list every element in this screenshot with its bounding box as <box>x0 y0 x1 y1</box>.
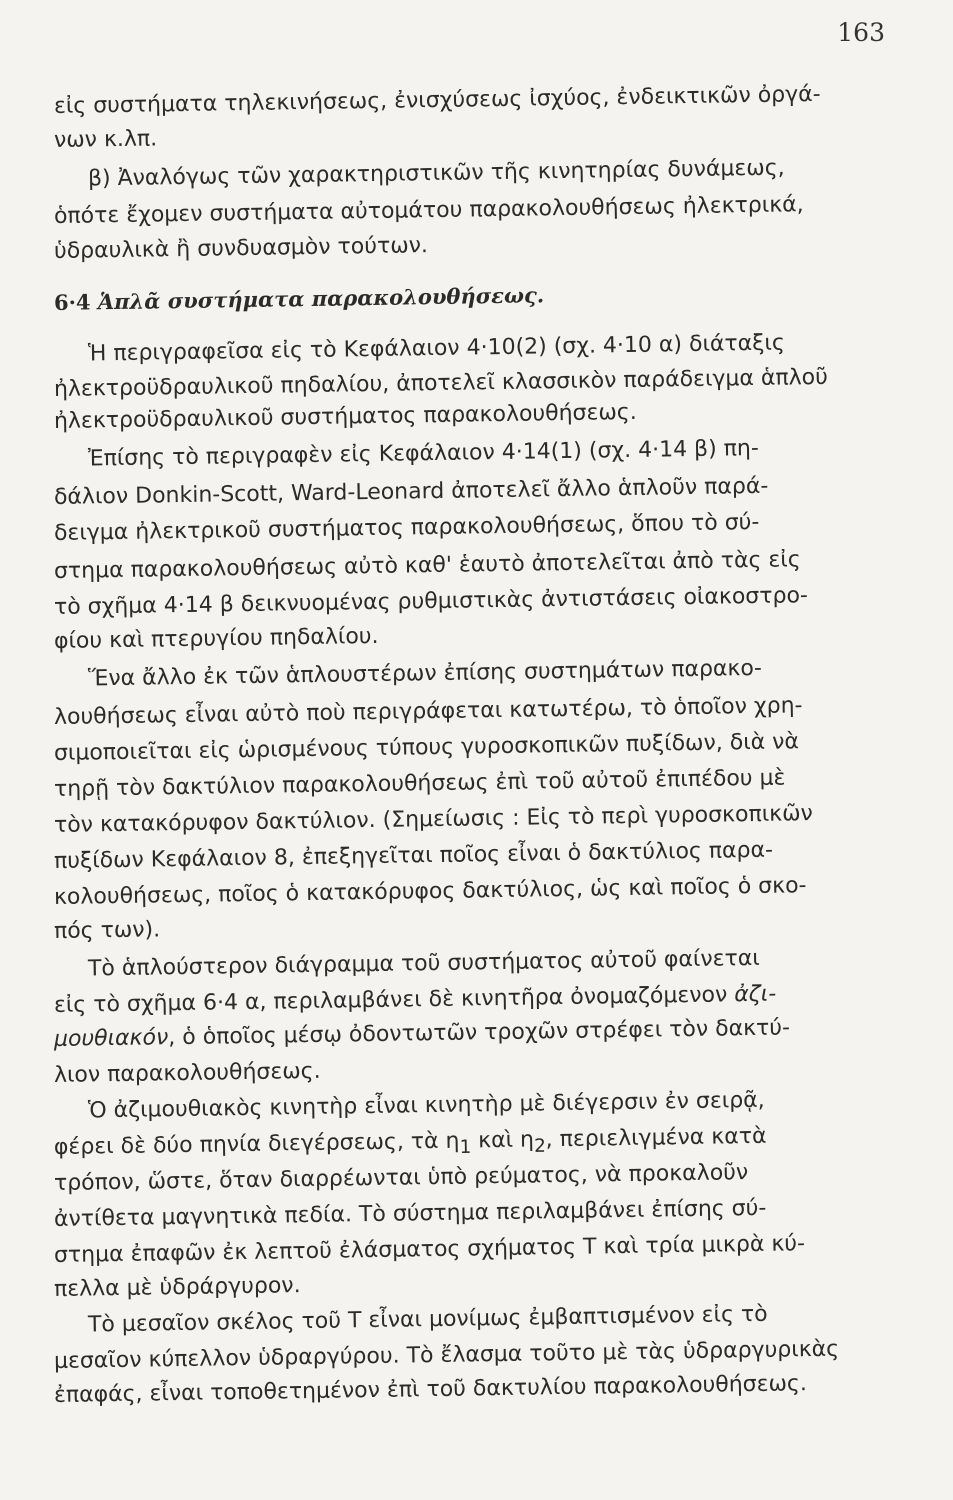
text-line: δάλιον Donkin-Scott, Ward-Leonard ἀποτελεῖ ἄλλο ἁπλοῦν παρά- <box>53 473 769 510</box>
text-line: ὑδραυλικὰ ἢ συνδυασμὸν τούτων. <box>53 233 429 264</box>
text-line: ἀντίθετα μαγνητικὰ πεδία. Τὸ σύστημα περιλαμβάνει ἐπίσης σύ- <box>53 1195 767 1232</box>
text-line: Ἕνα ἄλλο ἐκ τῶν ἁπλουστέρων ἐπίσης συστημάτων παρακο- <box>87 655 763 692</box>
text-line: ὁπότε ἔχομεν συστήματα αὐτομάτου παρακολουθήσεως ἠλεκτρικά, <box>53 192 804 229</box>
text-line: μουθιακόν, ὁ ὁποῖος μέσῳ ὀδοντωτῶν τροχῶν στρέφει τὸν δακτύ- <box>53 1015 791 1052</box>
text-line: πυξίδων Κεφάλαιον 8, ἐπεξηγεῖται ποῖος εἶναι ὁ δακτύλιος παρα- <box>53 837 774 874</box>
page-number: 163 <box>837 18 885 47</box>
text-line: τηρῇ τὸν δακτύλιον παρακολουθήσεως ἐπὶ τοῦ αὐτοῦ ἐπιπέδου μὲ <box>53 765 786 802</box>
text-line: στημα ἐπαφῶν ἐκ λεπτοῦ ἐλάσματος σχήματος Τ καὶ τρία μικρὰ κύ- <box>53 1231 806 1268</box>
text-line: πός των). <box>53 917 161 944</box>
text-line: τρόπον, ὥστε, ὅταν διαρρέωνται ὑπὸ ρεύματος, νὰ προκαλοῦν <box>53 1160 749 1196</box>
text-line: Ὁ ἀζιμουθιακὸς κινητὴρ εἶναι κινητὴρ μὲ διέγερσιν ἐν σειρᾷ, <box>87 1087 765 1124</box>
text-line: εἰς τὸ σχῆμα 6·4 α, περιλαμβάνει δὲ κινητῆρα ὀνομαζόμενον ἀζι- <box>53 981 777 1018</box>
text-line: ἠλεκτροϋδραυλικοῦ πηδαλίου, ἀποτελεῖ κλασσικὸν παράδειγμα ἁπλοῦ <box>53 364 829 402</box>
text-line: στημα παρακολουθήσεως αὐτὸ καθ' ἑαυτὸ ἀποτελεῖται ἀπὸ τὰς εἰς <box>53 547 801 584</box>
text-line: ἐπαφάς, εἶναι τοποθετημένον ἐπὶ τοῦ δακτυλίου παρακολουθήσεως. <box>53 1371 808 1408</box>
text-line: λιον παρακολουθήσεως. <box>53 1058 321 1088</box>
text-line: σιμοποιεῖται εἰς ὡρισμένους τύπους γυροσκοπικῶν πυξίδων, διὰ νὰ <box>53 729 800 766</box>
text-line: πελλα μὲ ὑδράργυρον. <box>53 1273 301 1302</box>
text-line: τὸ σχῆμα 4·14 β δεικνυομένας ρυθμιστικὰς ἀντιστάσεις οἰακοστρο- <box>53 583 809 620</box>
text-line: δειγμα ἠλεκτρικοῦ συστήματος παρακολουθήσεως, ὅπου τὸ σύ- <box>53 509 760 546</box>
text-line: λουθήσεως εἶναι αὐτὸ ποὺ περιγράφεται κατωτέρω, τὸ ὁποῖον χρη- <box>53 693 803 730</box>
text-line: Ἡ περιγραφεῖσα εἰς τὸ Κεφάλαιον 4·10(2) (σχ. 4·10 α) διάταξις <box>87 330 785 367</box>
section-title: Ἁπλᾶ συστήματα παρακολουθήσεως. <box>97 282 545 315</box>
text-line: Τὸ ἁπλούστερον διάγραμμα τοῦ συστήματος αὐτοῦ φαίνεται <box>87 945 760 982</box>
text-line: φίου καὶ πτερυγίου πηδαλίου. <box>53 623 379 654</box>
text-line: ἠλεκτροϋδραυλικοῦ συστήματος παρακολουθήσεως. <box>53 399 637 434</box>
text-line: μεσαῖον κύπελλον ὑδραργύρου. Τὸ ἔλασμα τοῦτο μὲ τὰς ὑδραργυρικὰς <box>53 1336 840 1374</box>
text-line: εἰς συστήματα τηλεκινήσεως, ἐνισχύσεως ἰσχύος, ἐνδεικτικῶν ὀργά- <box>53 81 821 119</box>
text-line: β) Ἀναλόγως τῶν χαρακτηριστικῶν τῆς κινητηρίας δυνάμεως, <box>87 155 785 192</box>
text-line: νων κ.λπ. <box>53 126 158 153</box>
text-line: Τὸ μεσαῖον σκέλος τοῦ Τ εἶναι μονίμως ἐμβαπτισμένον εἰς τὸ <box>87 1301 768 1338</box>
section-heading <box>54 275 904 318</box>
text-line: φέρει δὲ δύο πηνία διεγέρσεως, τὰ $\eta_1$ καὶ $\eta_2$, περιελιγμένα κατὰ <box>53 1123 767 1160</box>
text-line: Ἐπίσης τὸ περιγραφὲν εἰς Κεφάλαιον 4·14(1) (σχ. 4·14 β) πη- <box>87 435 760 472</box>
section-number: 6·4 <box>53 289 91 315</box>
text-line: κολουθήσεως, ποῖος ὁ κατακόρυφος δακτύλιος, ὡς καὶ ποῖος ὁ σκο- <box>53 873 807 910</box>
text-line: τὸν κατακόρυφον δακτύλιον. (Σημείωσις : Εἰς τὸ περὶ γυροσκοπικῶν <box>53 801 814 838</box>
